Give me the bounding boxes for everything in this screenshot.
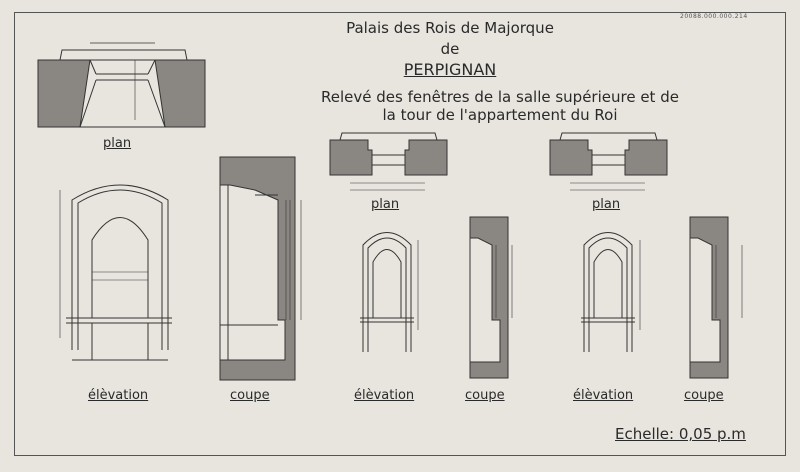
- section-drawing-2: [470, 217, 512, 378]
- plan-label-3: plan: [592, 197, 621, 212]
- elevation-label-1: élèvation: [88, 388, 149, 403]
- section-label-1: coupe: [230, 388, 270, 403]
- section-label-3: coupe: [684, 388, 724, 403]
- large-plan-drawing: [38, 43, 205, 127]
- title-line-5: la tour de l'appartement du Roi: [382, 106, 618, 124]
- large-elevation-drawing: [60, 185, 172, 360]
- large-section-drawing: [220, 157, 301, 380]
- elevation-label-3: élèvation: [573, 388, 634, 403]
- section-label-2: coupe: [465, 388, 505, 403]
- plan-label-2: plan: [371, 197, 400, 212]
- title-line-2: de: [440, 40, 460, 58]
- scale-label: Echelle: 0,05 p.m: [615, 425, 746, 443]
- plan-drawing-3: [550, 133, 667, 190]
- reference-code: 20088.000.000.214: [680, 13, 748, 20]
- elevation-drawing-2: [360, 233, 418, 353]
- elevation-label-2: élèvation: [354, 388, 415, 403]
- elevation-drawing-3: [581, 233, 640, 353]
- title-line-4: Relevé des fenêtres de la salle supérieure et de: [321, 88, 679, 106]
- title-line-1: Palais des Rois de Majorque: [346, 19, 554, 37]
- plan-drawing-2: [330, 133, 447, 190]
- title-line-3: PERPIGNAN: [403, 60, 497, 79]
- section-drawing-3: [690, 217, 742, 378]
- plan-label-1: plan: [103, 136, 132, 151]
